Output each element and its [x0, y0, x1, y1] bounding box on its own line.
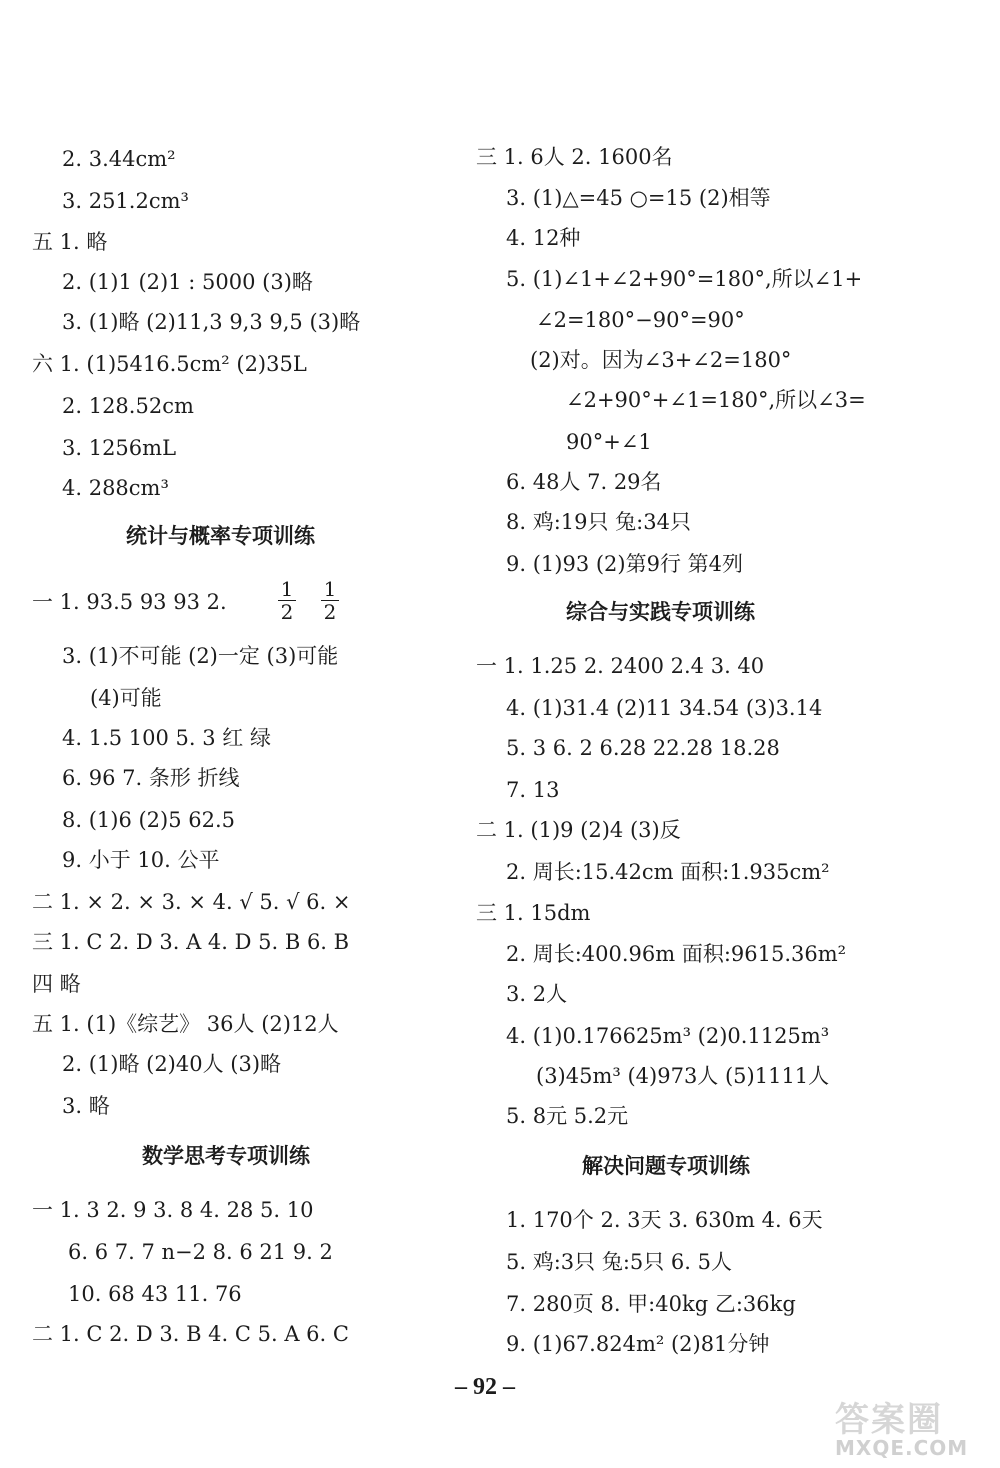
answer-line: 三 1. 15dm: [476, 901, 591, 925]
fraction: [321, 578, 339, 623]
fraction-numerator: 1: [321, 578, 339, 601]
section-heading: 统计与概率专项训练: [126, 524, 315, 548]
answer-line: 1. 170个 2. 3天 3. 630m 4. 6天: [506, 1208, 823, 1232]
answer-line: 2. 周长:400.96m 面积:9615.36m²: [506, 942, 847, 966]
answer-line: 10. 68 43 11. 76: [68, 1282, 242, 1306]
answer-line: 二 1. × 2. × 3. × 4. √ 5. √ 6. ×: [32, 890, 351, 914]
watermark-title: 答案圈: [835, 1400, 943, 1440]
answer-line: 一 1. 1.25 2. 2400 2.4 3. 40: [476, 654, 765, 678]
answer-line: 6. 96 7. 条形 折线: [62, 766, 240, 790]
answer-line: 2. 周长:15.42cm 面积:1.935cm²: [506, 860, 830, 884]
answer-line: 5. 8元 5.2元: [506, 1104, 629, 1128]
answer-line: 2. (1)略 (2)40人 (3)略: [62, 1052, 282, 1076]
answer-line: 8. (1)6 (2)5 62.5: [62, 808, 236, 832]
answer-line: 三 1. C 2. D 3. A 4. D 5. B 6. B: [32, 930, 350, 954]
answer-line: 5. 鸡:3只 兔:5只 6. 5人: [506, 1250, 733, 1274]
answer-line: 5. 3 6. 2 6.28 22.28 18.28: [506, 736, 780, 760]
answer-line: 3. (1)△=45 ○=15 (2)相等: [506, 186, 771, 210]
watermark-url: MXQE.COM: [835, 1436, 969, 1460]
answer-line: 3. 略: [62, 1094, 110, 1118]
answer-line: 8. 鸡:19只 兔:34只: [506, 510, 691, 534]
answer-line: 90°+∠1: [566, 430, 652, 454]
answer-line: 3. 2人: [506, 982, 568, 1006]
fraction-denominator: 2: [280, 600, 294, 624]
answer-line: 二 1. C 2. D 3. B 4. C 5. A 6. C: [32, 1322, 349, 1346]
answer-line: 4. 288cm³: [62, 476, 169, 500]
answer-line: 6. 6 7. 7 n−2 8. 6 21 9. 2: [68, 1240, 333, 1264]
answer-line: ∠2=180°−90°=90°: [536, 308, 745, 332]
answer-line: 4. (1)31.4 (2)11 34.54 (3)3.14: [506, 696, 823, 720]
answer-line: 五 1. (1)《综艺》 36人 (2)12人: [32, 1012, 339, 1036]
answer-line: (2)对。因为∠3+∠2=180°: [530, 348, 792, 372]
answer-line: 3. (1)不可能 (2)一定 (3)可能: [62, 644, 339, 668]
answer-line: 四 略: [32, 972, 81, 996]
answer-line: 9. (1)67.824m² (2)81分钟: [506, 1332, 770, 1356]
answer-line: 2. 3.44cm²: [62, 147, 176, 171]
page-number: – 92 –: [455, 1374, 515, 1400]
answer-line: 2. (1)1 (2)1 : 5000 (3)略: [62, 270, 313, 294]
section-heading: 解决问题专项训练: [582, 1154, 750, 1178]
answer-line: 7. 13: [506, 778, 560, 802]
section-heading: 数学思考专项训练: [142, 1144, 310, 1168]
answer-line: 3. 1256mL: [62, 436, 177, 460]
answer-line: 3. (1)略 (2)11,3 9,3 9,5 (3)略: [62, 310, 361, 334]
answer-line: 7. 280页 8. 甲:40kg 乙:36kg: [506, 1292, 796, 1316]
section-heading: 综合与实践专项训练: [566, 600, 755, 624]
answer-line: 一 1. 93.5 93 93 2.: [32, 590, 227, 614]
answer-line: 二 1. (1)9 (2)4 (3)反: [476, 818, 681, 842]
answer-line: 一 1. 3 2. 9 3. 8 4. 28 5. 10: [32, 1198, 314, 1222]
answer-line: 五 1. 略: [32, 230, 108, 254]
answer-line: 5. (1)∠1+∠2+90°=180°,所以∠1+: [506, 267, 863, 291]
answer-line: (3)45m³ (4)973人 (5)1111人: [536, 1064, 830, 1088]
fraction-denominator: 2: [323, 600, 337, 624]
answer-line: 4. 12种: [506, 226, 581, 250]
answer-line: 4. (1)0.176625m³ (2)0.1125m³: [506, 1024, 830, 1048]
watermark-logo: [835, 1392, 985, 1462]
fraction-numerator: 1: [278, 578, 296, 601]
answer-line: 2. 128.52cm: [62, 394, 194, 418]
answer-line: 三 1. 6人 2. 1600名: [476, 145, 673, 169]
answer-line: (4)可能: [90, 686, 162, 710]
answer-line: 六 1. (1)5416.5cm² (2)35L: [32, 352, 307, 376]
fraction: [278, 578, 296, 623]
answer-line: 9. 小于 10. 公平: [62, 848, 220, 872]
answer-line: 9. (1)93 (2)第9行 第4列: [506, 552, 743, 576]
answer-line: 3. 251.2cm³: [62, 189, 189, 213]
answer-line: 6. 48人 7. 29名: [506, 470, 662, 494]
answer-line: ∠2+90°+∠1=180°,所以∠3=: [566, 388, 866, 412]
answer-line: 4. 1.5 100 5. 3 红 绿: [62, 726, 271, 750]
